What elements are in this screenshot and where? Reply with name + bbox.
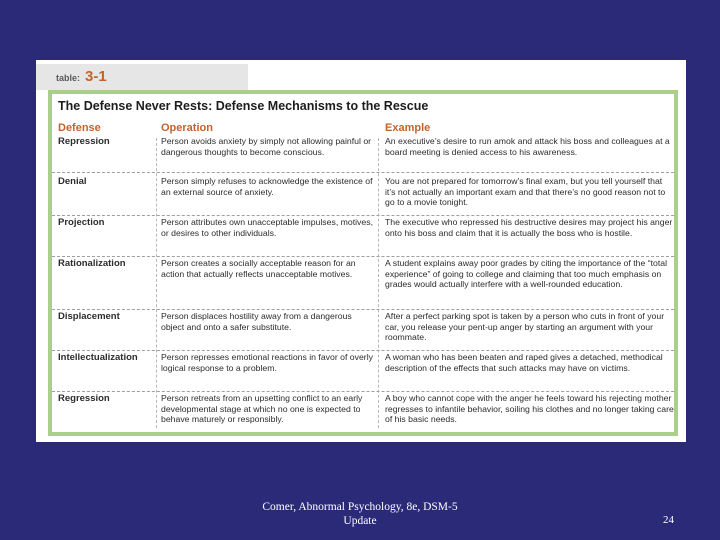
table-row: [52, 176, 674, 216]
table-row: [52, 258, 674, 310]
table-label-number: 3-1: [85, 68, 107, 85]
table-row: [52, 217, 674, 257]
table-row: [52, 311, 674, 351]
footer-citation-continued: Update: [343, 515, 377, 527]
row-defense: Denial: [58, 176, 87, 187]
table-label-tab: [36, 64, 248, 90]
column-header-defense: Defense: [58, 122, 101, 134]
table-row: [52, 136, 674, 173]
row-operation: Person attributes own unacceptable impulses, motives, or desires to other individuals.: [161, 217, 373, 238]
row-example: You are not prepared for tomorrow’s final exam, but you tell yourself that it’s not actually an important exam and that there’s no good reason not to go to a movie tonight.: [385, 176, 666, 208]
row-operation: Person displaces hostility away from a dangerous object and onto a safer substitute.: [161, 311, 352, 332]
footer-citation: Comer, Abnormal Psychology, 8e, DSM-5: [262, 501, 458, 513]
row-defense: Projection: [58, 217, 105, 228]
row-defense: Displacement: [58, 311, 120, 322]
row-operation: Person retreats from an upsetting conflict to an early developmental stage at which no one is expected to behave maturely or responsibly.: [161, 393, 363, 425]
row-defense: Rationalization: [58, 258, 126, 269]
row-example: The executive who repressed his destructive desires may project his anger onto his boss and claim that it is actually the boss who is hostile.: [385, 217, 673, 238]
table-row: [52, 352, 674, 392]
table-title: The Defense Never Rests: Defense Mechanisms to the Rescue: [58, 99, 429, 113]
column-header-operation: Operation: [161, 122, 213, 134]
row-example: A boy who cannot cope with the anger he feels toward his rejecting mother regresses to infantile behavior, soiling his clothes and no longer taking care of his basic needs.: [385, 393, 674, 425]
row-operation: Person creates a socially acceptable reason for an action that actually reflects unacceptable motives.: [161, 258, 356, 279]
table-image-panel: [36, 60, 686, 442]
row-operation: Person avoids anxiety by simply not allowing painful or dangerous thoughts to become conscious.: [161, 136, 372, 157]
row-defense: Intellectualization: [58, 352, 138, 363]
row-example: After a perfect parking spot is taken by a person who cuts in front of your car, you release your pent-up anger by starting an argument with your roommate.: [385, 311, 665, 343]
row-example: An executive’s desire to run amok and attack his boss and colleagues at a board meeting is denied access to his awareness.: [385, 136, 670, 157]
row-defense: Regression: [58, 393, 110, 404]
row-example: A student explains away poor grades by citing the importance of the “total experience” of going to college and claiming that too much emphasis on grades would actually interfere with a well-rounded education.: [385, 258, 668, 290]
slide-footer: [0, 500, 720, 528]
column-header-example: Example: [385, 122, 431, 134]
table-label-word: table:: [56, 73, 81, 83]
row-defense: Repression: [58, 136, 110, 147]
row-operation: Person simply refuses to acknowledge the existence of an external source of anxiety.: [161, 176, 373, 197]
table-row: [52, 393, 674, 433]
row-example: A woman who has been beaten and raped gives a detached, methodical description of the effects that such attacks may have on victims.: [385, 352, 663, 373]
page-number: 24: [663, 514, 674, 526]
defense-mechanisms-table: [48, 90, 678, 436]
row-operation: Person represses emotional reactions in favor of overly logical response to a problem.: [161, 352, 373, 373]
